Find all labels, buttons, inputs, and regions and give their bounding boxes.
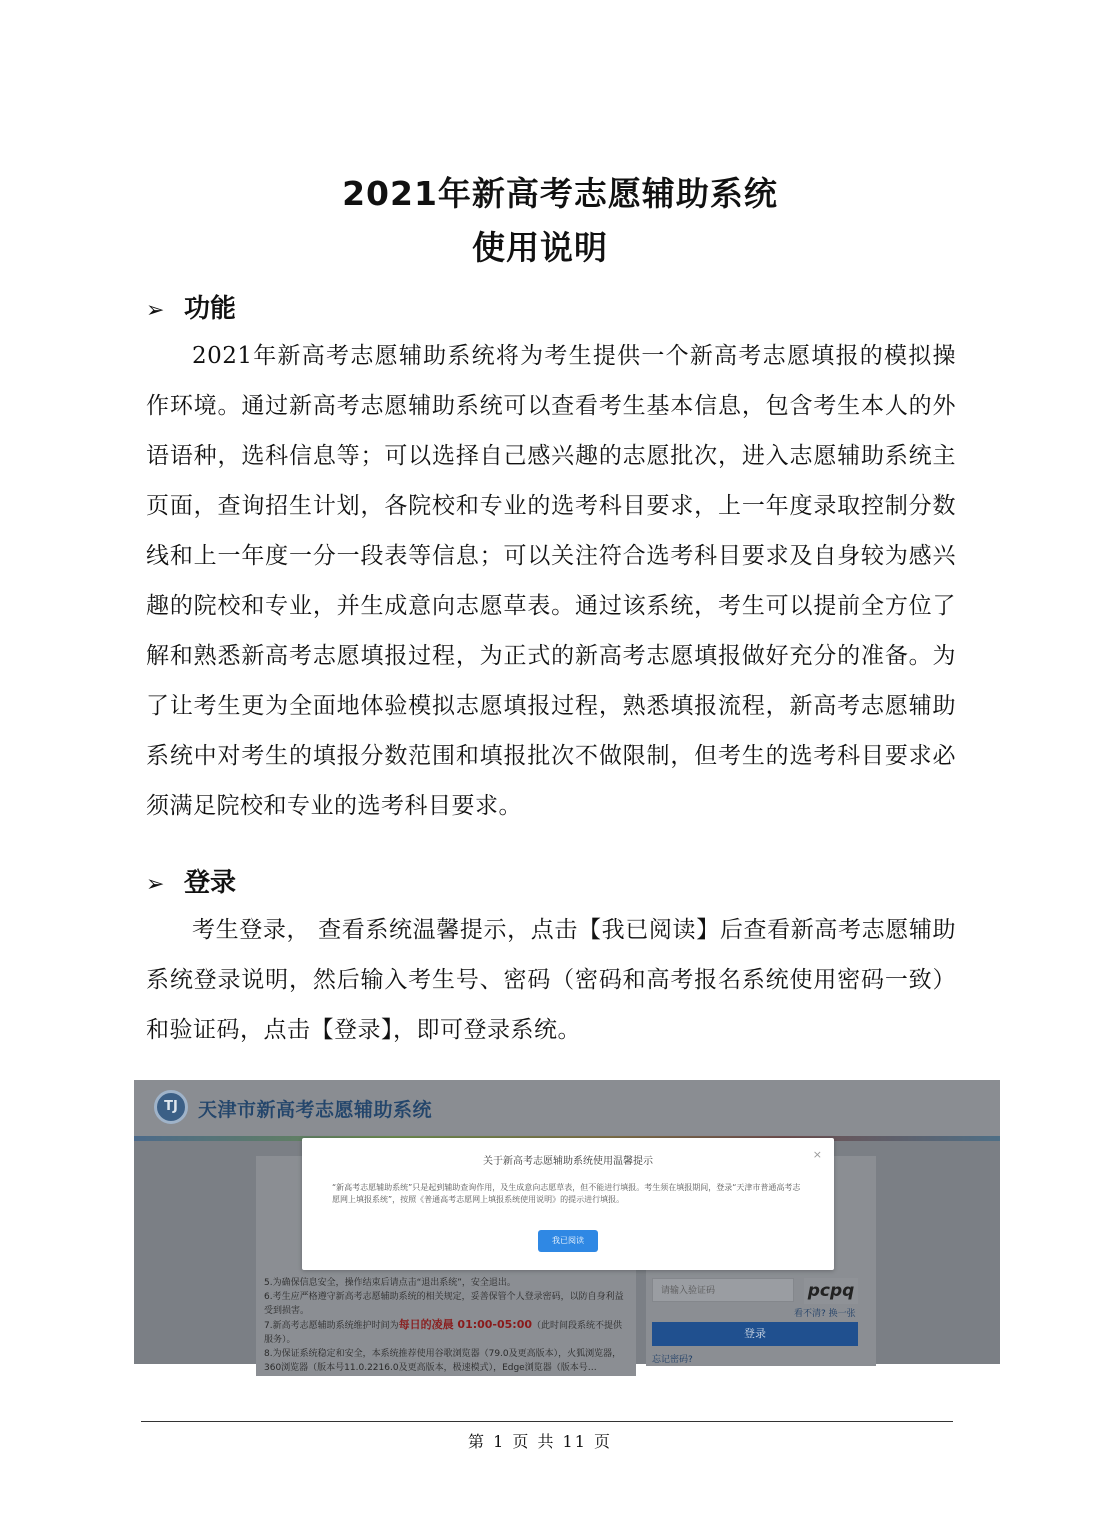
modal-body: “新高考志愿辅助系统”只是起到辅助查询作用，及生成意向志愿草表，但不能进行填报。考生须在填报期间，登录“天津市普通高考志愿网上填报系统”，按照《普通高考志愿网上填报系统使用说明》的提示进行填报。 bbox=[332, 1183, 801, 1204]
login-screenshot-figure bbox=[134, 1080, 1000, 1373]
captcha-refresh-link[interactable]: 看不清? 换一张 bbox=[794, 1309, 856, 1319]
captcha-image[interactable]: pcpq bbox=[804, 1278, 858, 1304]
footer-divider bbox=[141, 1421, 953, 1422]
notice-line: 5.为确保信息安全，操作结束后请点击“退出系统”，安全退出。 bbox=[264, 1278, 516, 1288]
close-icon[interactable]: × bbox=[812, 1148, 822, 1161]
maintenance-time: 每日的凌晨 01:00-05:00 bbox=[398, 1318, 533, 1331]
section-heading-function bbox=[146, 288, 236, 325]
document-subtitle: 使用说明 bbox=[472, 228, 608, 267]
section-body-function: 2021年新高考志愿辅助系统将为考生提供一个新高考志愿填报的模拟操作环境。通过新高考志愿辅助系统可以查看考生基本信息，包含考生本人的外语语种，选科信息等；可以选择自己感兴趣的志愿批次，进入志愿辅助系统主页面，查询招生计划，各院校和专业的选考科目要求，上一年度录取控制分数线和上一年度一分一段表等信息；可以关注符合选考科目要求及自身较为感兴趣的院校和专业，并生成意向志愿草表。通过该系统，考生可以提前全方位了解和熟悉新高考志愿填报过程，为正式的新高考志愿填报做好充分的准备。为了让考生更为全面地体验模拟志愿填报过程，熟悉填报流程，新高考志愿辅助系统中对考生的填报分数范围和填报批次不做限制，但考生的选考科目要求必须满足院校和专业的选考科目要求。 bbox=[146, 343, 956, 819]
forgot-password-link[interactable]: 忘记密码? bbox=[652, 1355, 693, 1365]
modal-title: 关于新高考志愿辅助系统使用温馨提示 bbox=[483, 1156, 653, 1167]
page-number: 第 1 页 共 11 页 bbox=[468, 1432, 612, 1451]
site-name: 天津市新高考志愿辅助系统 bbox=[198, 1099, 433, 1121]
arrow-bullet-icon: ➢ bbox=[146, 872, 165, 897]
i-have-read-button[interactable]: 我已阅读 bbox=[538, 1230, 598, 1252]
section-heading-label: 登录 bbox=[184, 868, 237, 898]
document-title: 2021年新高考志愿辅助系统 bbox=[342, 174, 778, 213]
arrow-bullet-icon: ➢ bbox=[146, 298, 165, 323]
section-heading-label: 功能 bbox=[184, 294, 237, 324]
login-button[interactable]: 登录 bbox=[652, 1322, 858, 1346]
notice-modal bbox=[302, 1138, 834, 1270]
notice-line: 6.考生应严格遵守新高考志愿辅助系统的相关规定，妥善保管个人登录密码，以防自身利益受到损害。 bbox=[264, 1292, 624, 1316]
section-heading-login bbox=[146, 862, 236, 899]
notice-line: 8.为保证系统稳定和安全，本系统推荐使用谷歌浏览器（79.0及更高版本），火狐浏览器，360浏览器（版本号11.0.2216.0及更高版本，极速模式），Edge浏览器（版本号… bbox=[264, 1349, 622, 1373]
section-body-login: 考生登录， 查看系统温馨提示，点击【我已阅读】后查看新高考志愿辅助系统登录说明，然后输入考生号、密码（密码和高考报名系统使用密码一致）和验证码，点击【登录】，即可登录系统。 bbox=[146, 917, 956, 1043]
notice-list bbox=[264, 1276, 624, 1375]
site-header bbox=[134, 1080, 1000, 1136]
notice-line: 7.新高考志愿辅助系统维护时间为每日的凌晨 01:00-05:00（此时间段系统不提供服务）。 bbox=[264, 1318, 623, 1345]
captcha-input[interactable]: 请输入验证码 bbox=[652, 1278, 794, 1302]
site-logo-icon: TJ bbox=[154, 1090, 188, 1124]
